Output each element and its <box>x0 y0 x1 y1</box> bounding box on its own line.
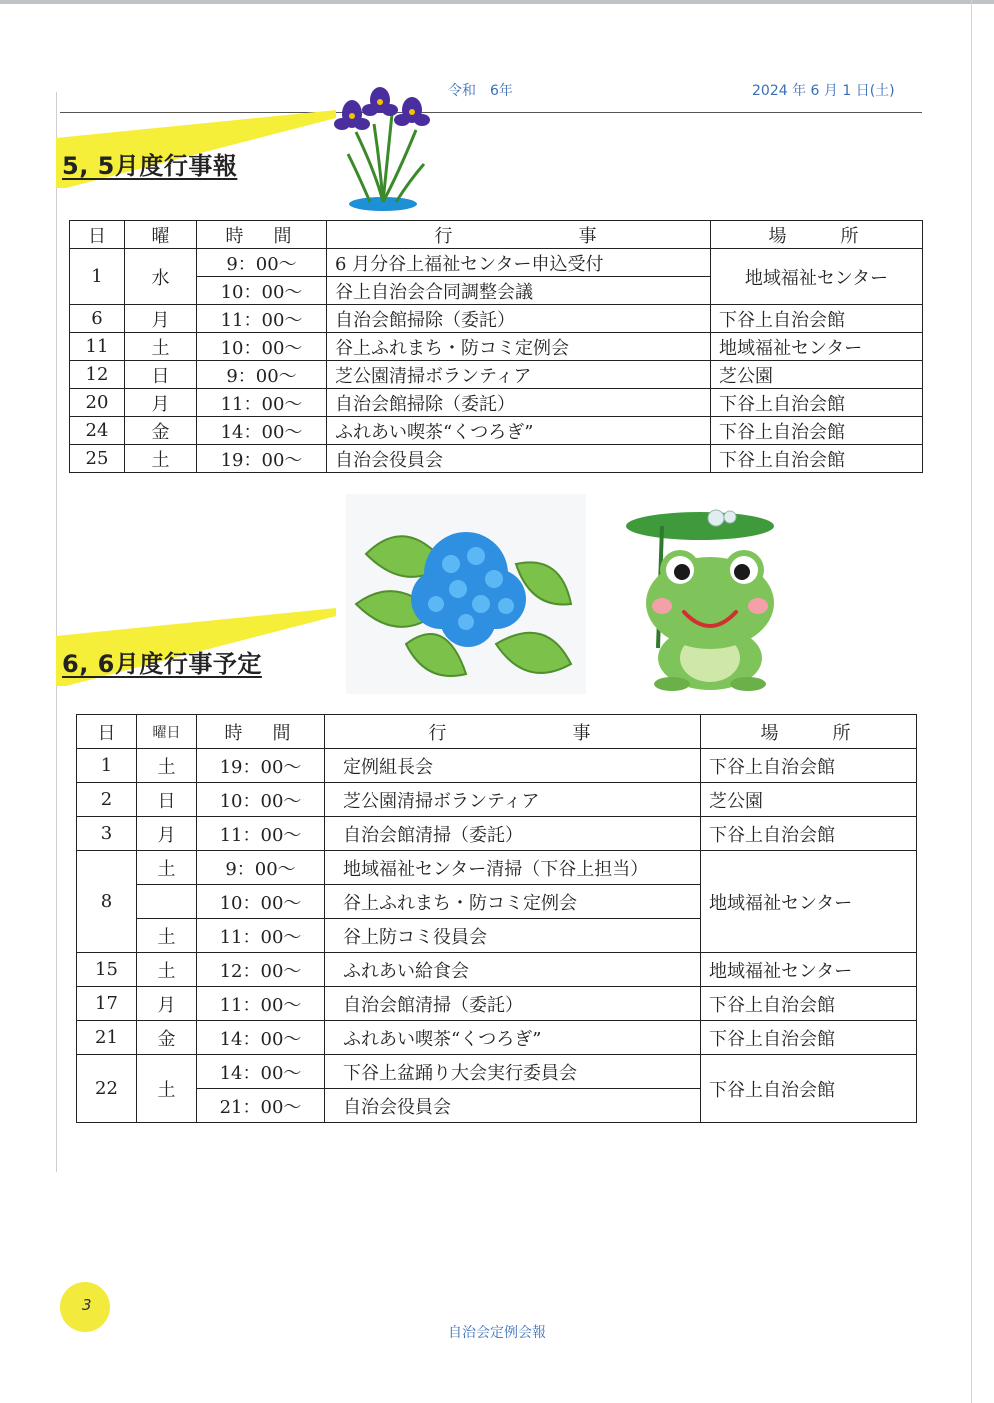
event-cell: 自治会館清掃（委託） <box>325 817 701 851</box>
hydrangea-illustration <box>346 494 586 694</box>
weekday-cell: 金 <box>125 417 197 445</box>
place-cell: 地域福祉センター <box>711 249 923 305</box>
event-cell: 谷上自治会合同調整会議 <box>327 277 711 305</box>
event-cell: ふれあい給食会 <box>325 953 701 987</box>
col-place: 場 所 <box>711 221 923 249</box>
weekday-cell: 日 <box>125 361 197 389</box>
place-cell: 下谷上自治会館 <box>701 1021 917 1055</box>
issue-date: 2024 年 6 月 1 日(土) <box>752 83 895 99</box>
weekday-cell: 月 <box>137 987 197 1021</box>
weekday-cell: 日 <box>137 783 197 817</box>
section-title-may: 5, 5月度行事報 <box>62 152 238 180</box>
table-row <box>77 1021 917 1055</box>
time-cell: 10：00～ <box>197 277 327 305</box>
event-cell: 芝公園清掃ボランティア <box>325 783 701 817</box>
col-event: 行 事 <box>327 221 711 249</box>
place-cell: 芝公園 <box>711 361 923 389</box>
table-row <box>77 817 917 851</box>
weekday-cell: 土 <box>137 851 197 885</box>
event-cell: 定例組長会 <box>325 749 701 783</box>
event-cell: 自治会役員会 <box>325 1089 701 1123</box>
time-cell: 19：00～ <box>197 445 327 473</box>
place-cell: 地域福祉センター <box>711 333 923 361</box>
table-row <box>77 783 917 817</box>
col-weekday: 曜 <box>125 221 197 249</box>
col-time: 時 間 <box>197 715 325 749</box>
table-row <box>70 389 923 417</box>
table-row <box>77 987 917 1021</box>
table-row <box>70 417 923 445</box>
event-cell: 自治会館掃除（委託） <box>327 305 711 333</box>
weekday-cell: 金 <box>137 1021 197 1055</box>
may-events-table <box>69 220 923 473</box>
section-title-june: 6, 6月度行事予定 <box>62 650 262 678</box>
table-row <box>70 249 923 277</box>
page-header <box>0 80 994 100</box>
page-edge <box>971 0 972 1403</box>
day-cell: 8 <box>77 851 137 953</box>
event-cell: ふれあい喫茶“くつろぎ” <box>325 1021 701 1055</box>
weekday-cell: 土 <box>137 953 197 987</box>
col-day: 日 <box>77 715 137 749</box>
weekday-cell <box>137 885 197 919</box>
table-row <box>70 333 923 361</box>
time-cell: 12：00～ <box>197 953 325 987</box>
table-row <box>70 445 923 473</box>
day-cell: 2 <box>77 783 137 817</box>
col-day: 日 <box>70 221 125 249</box>
day-cell: 21 <box>77 1021 137 1055</box>
time-cell: 11：00～ <box>197 919 325 953</box>
time-cell: 14：00～ <box>197 1021 325 1055</box>
event-cell: 地域福祉センター清掃（下谷上担当） <box>325 851 701 885</box>
event-cell: ふれあい喫茶“くつろぎ” <box>327 417 711 445</box>
time-cell: 11：00～ <box>197 987 325 1021</box>
day-cell: 25 <box>70 445 125 473</box>
time-cell: 11：00～ <box>197 389 327 417</box>
table-row <box>77 851 917 885</box>
day-cell: 24 <box>70 417 125 445</box>
table-row <box>77 1055 917 1089</box>
table-header-row <box>77 715 917 749</box>
day-cell: 12 <box>70 361 125 389</box>
place-cell: 下谷上自治会館 <box>711 417 923 445</box>
place-cell: 下谷上自治会館 <box>701 749 917 783</box>
day-cell: 1 <box>77 749 137 783</box>
day-cell: 15 <box>77 953 137 987</box>
weekday-cell: 水 <box>125 249 197 305</box>
event-cell: 芝公園清掃ボランティア <box>327 361 711 389</box>
day-cell: 22 <box>77 1055 137 1123</box>
time-cell: 9：00～ <box>197 361 327 389</box>
place-cell: 下谷上自治会館 <box>711 445 923 473</box>
event-cell: 谷上防コミ役員会 <box>325 919 701 953</box>
event-cell: 下谷上盆踊り大会実行委員会 <box>325 1055 701 1089</box>
weekday-cell: 月 <box>137 817 197 851</box>
table-row <box>77 953 917 987</box>
time-cell: 14：00～ <box>197 417 327 445</box>
june-events-table <box>76 714 917 1123</box>
time-cell: 21：00～ <box>197 1089 325 1123</box>
day-cell: 3 <box>77 817 137 851</box>
event-cell: 谷上ふれまち・防コミ定例会 <box>327 333 711 361</box>
col-place: 場 所 <box>701 715 917 749</box>
place-cell: 下谷上自治会館 <box>711 305 923 333</box>
table-row <box>70 305 923 333</box>
time-cell: 9：00～ <box>197 851 325 885</box>
place-cell: 下谷上自治会館 <box>701 817 917 851</box>
time-cell: 11：00～ <box>197 817 325 851</box>
weekday-cell: 月 <box>125 305 197 333</box>
place-cell: 下谷上自治会館 <box>711 389 923 417</box>
top-border <box>0 0 994 4</box>
weekday-cell: 土 <box>125 333 197 361</box>
weekday-cell: 土 <box>137 919 197 953</box>
weekday-cell: 土 <box>125 445 197 473</box>
time-cell: 19：00～ <box>197 749 325 783</box>
event-cell: 自治会館掃除（委託） <box>327 389 711 417</box>
time-cell: 14：00～ <box>197 1055 325 1089</box>
place-cell: 下谷上自治会館 <box>701 987 917 1021</box>
page-number: 3 <box>82 1296 92 1314</box>
frog-with-leaf-umbrella-illustration <box>622 508 782 694</box>
place-cell: 下谷上自治会館 <box>701 1055 917 1123</box>
time-cell: 11：00～ <box>197 305 327 333</box>
weekday-cell: 月 <box>125 389 197 417</box>
weekday-cell: 土 <box>137 1055 197 1123</box>
place-cell: 芝公園 <box>701 783 917 817</box>
event-cell: 自治会役員会 <box>327 445 711 473</box>
time-cell: 9：00～ <box>197 249 327 277</box>
weekday-cell: 土 <box>137 749 197 783</box>
col-weekday: 曜日 <box>137 715 197 749</box>
footer-title: 自治会定例会報 <box>448 1325 546 1341</box>
day-cell: 20 <box>70 389 125 417</box>
day-cell: 17 <box>77 987 137 1021</box>
place-cell: 地域福祉センター <box>701 953 917 987</box>
era-label: 令和 6年 <box>448 83 513 99</box>
iris-flower-illustration <box>328 84 438 214</box>
col-time: 時 間 <box>197 221 327 249</box>
table-header-row <box>70 221 923 249</box>
event-cell: 自治会館清掃（委託） <box>325 987 701 1021</box>
event-cell: 谷上ふれまち・防コミ定例会 <box>325 885 701 919</box>
place-cell: 地域福祉センター <box>701 851 917 953</box>
time-cell: 10：00～ <box>197 885 325 919</box>
table-row <box>77 749 917 783</box>
event-cell: 6 月分谷上福祉センター申込受付 <box>327 249 711 277</box>
time-cell: 10：00～ <box>197 783 325 817</box>
time-cell: 10：00～ <box>197 333 327 361</box>
table-row <box>70 361 923 389</box>
day-cell: 1 <box>70 249 125 305</box>
day-cell: 6 <box>70 305 125 333</box>
col-event: 行 事 <box>325 715 701 749</box>
day-cell: 11 <box>70 333 125 361</box>
